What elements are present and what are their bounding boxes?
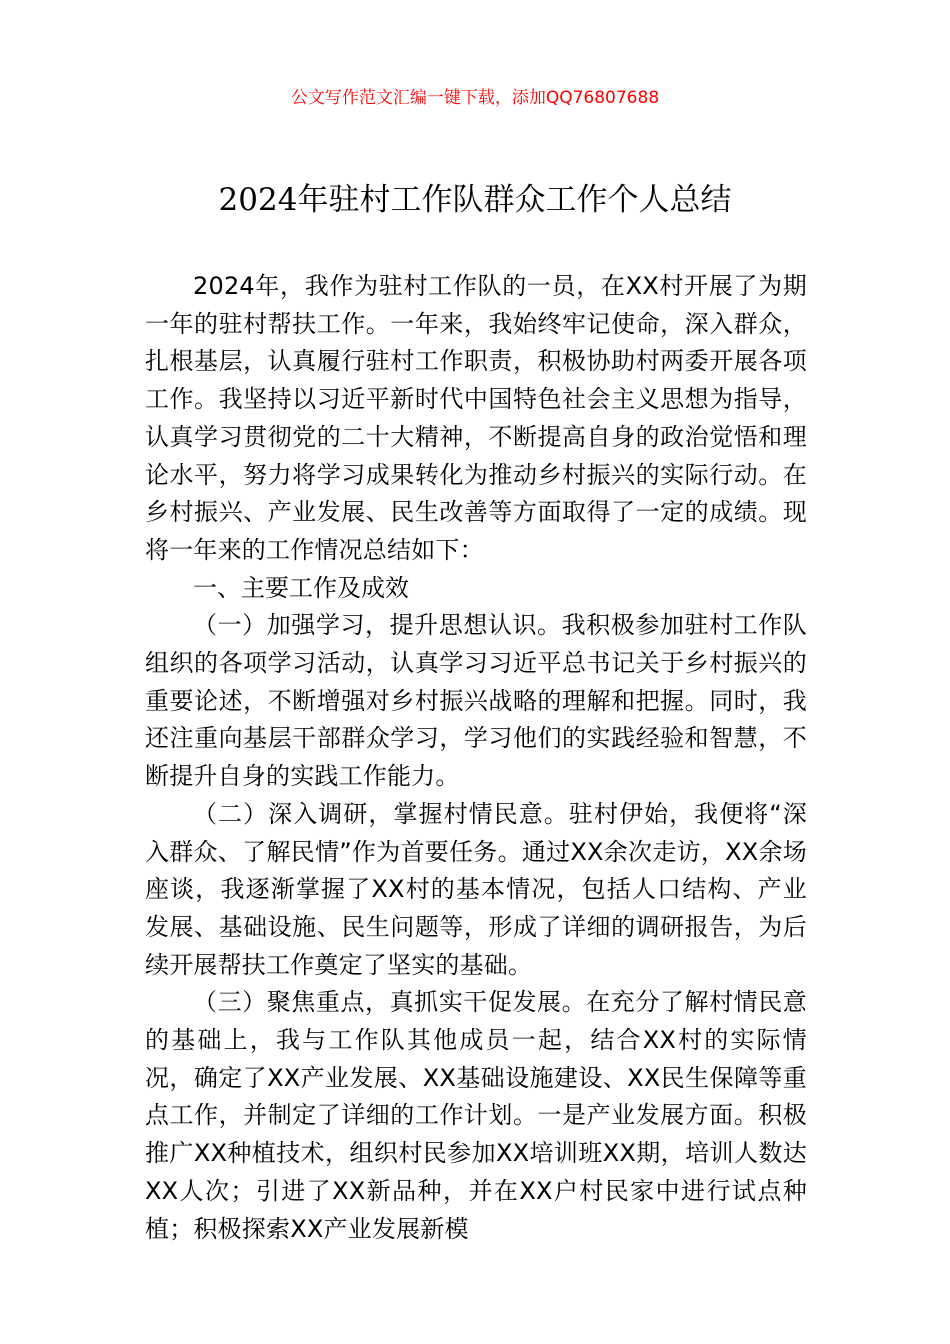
section-heading-main-work: 一、主要工作及成效 [193, 573, 409, 602]
intro-paragraph: 2024年，我作为驻村工作队的一员，在XX村开展了为期一年的驻村帮扶工作。一年来，我始终牢记使命，深入群众，扎根基层，认真履行驻村工作职责，积极协助村两委开展各项工作。我坚持以习近平新时代中国特色社会主义思想为指导，认真学习贯彻党的二十大精神，不断提高自身的政治觉悟和理论水平，努力将学习成果转化为推动乡村振兴的实际行动。在乡村振兴、产业发展、民生改善等方面取得了一定的成绩。现将一年来的工作情况总结如下： [145, 272, 807, 564]
document-title: 2024年驻村工作队群众工作个人总结 [218, 182, 732, 218]
paragraph-item-3: （三）聚焦重点，真抓实干促发展。在充分了解村情民意的基础上，我与工作队其他成员一起，结合XX村的实际情况，确定了XX产业发展、XX基础设施建设、XX民生保障等重点工作，并制定了详细的工作计划。一是产业发展方面。积极推广XX种植技术，组织村民参加XX培训班XX期，培训人数达XX人次；引进了XX新品种，并在XX户村民家中进行试点种植；积极探索XX产业发展新模 [145, 988, 807, 1243]
header-download-note: 公文写作范文汇编一键下载，添加QQ76807688 [290, 88, 660, 108]
document-body [145, 268, 807, 1248]
paragraph-item-2: （二）深入调研，掌握村情民意。驻村伊始，我便将“深入群众、了解民情”作为首要任务。通过XX余次走访，XX余场座谈，我逐渐掌握了XX村的基本情况，包括人口结构、产业发展、基础设施、民生问题等，形成了详细的调研报告，为后续开展帮扶工作奠定了坚实的基础。 [145, 799, 807, 979]
paragraph-item-1: （一）加强学习，提升思想认识。我积极参加驻村工作队组织的各项学习活动，认真学习习近平总书记关于乡村振兴的重要论述，不断增强对乡村振兴战略的理解和把握。同时，我还注重向基层干部群众学习，学习他们的实践经验和智慧，不断提升自身的实践工作能力。 [145, 611, 807, 791]
